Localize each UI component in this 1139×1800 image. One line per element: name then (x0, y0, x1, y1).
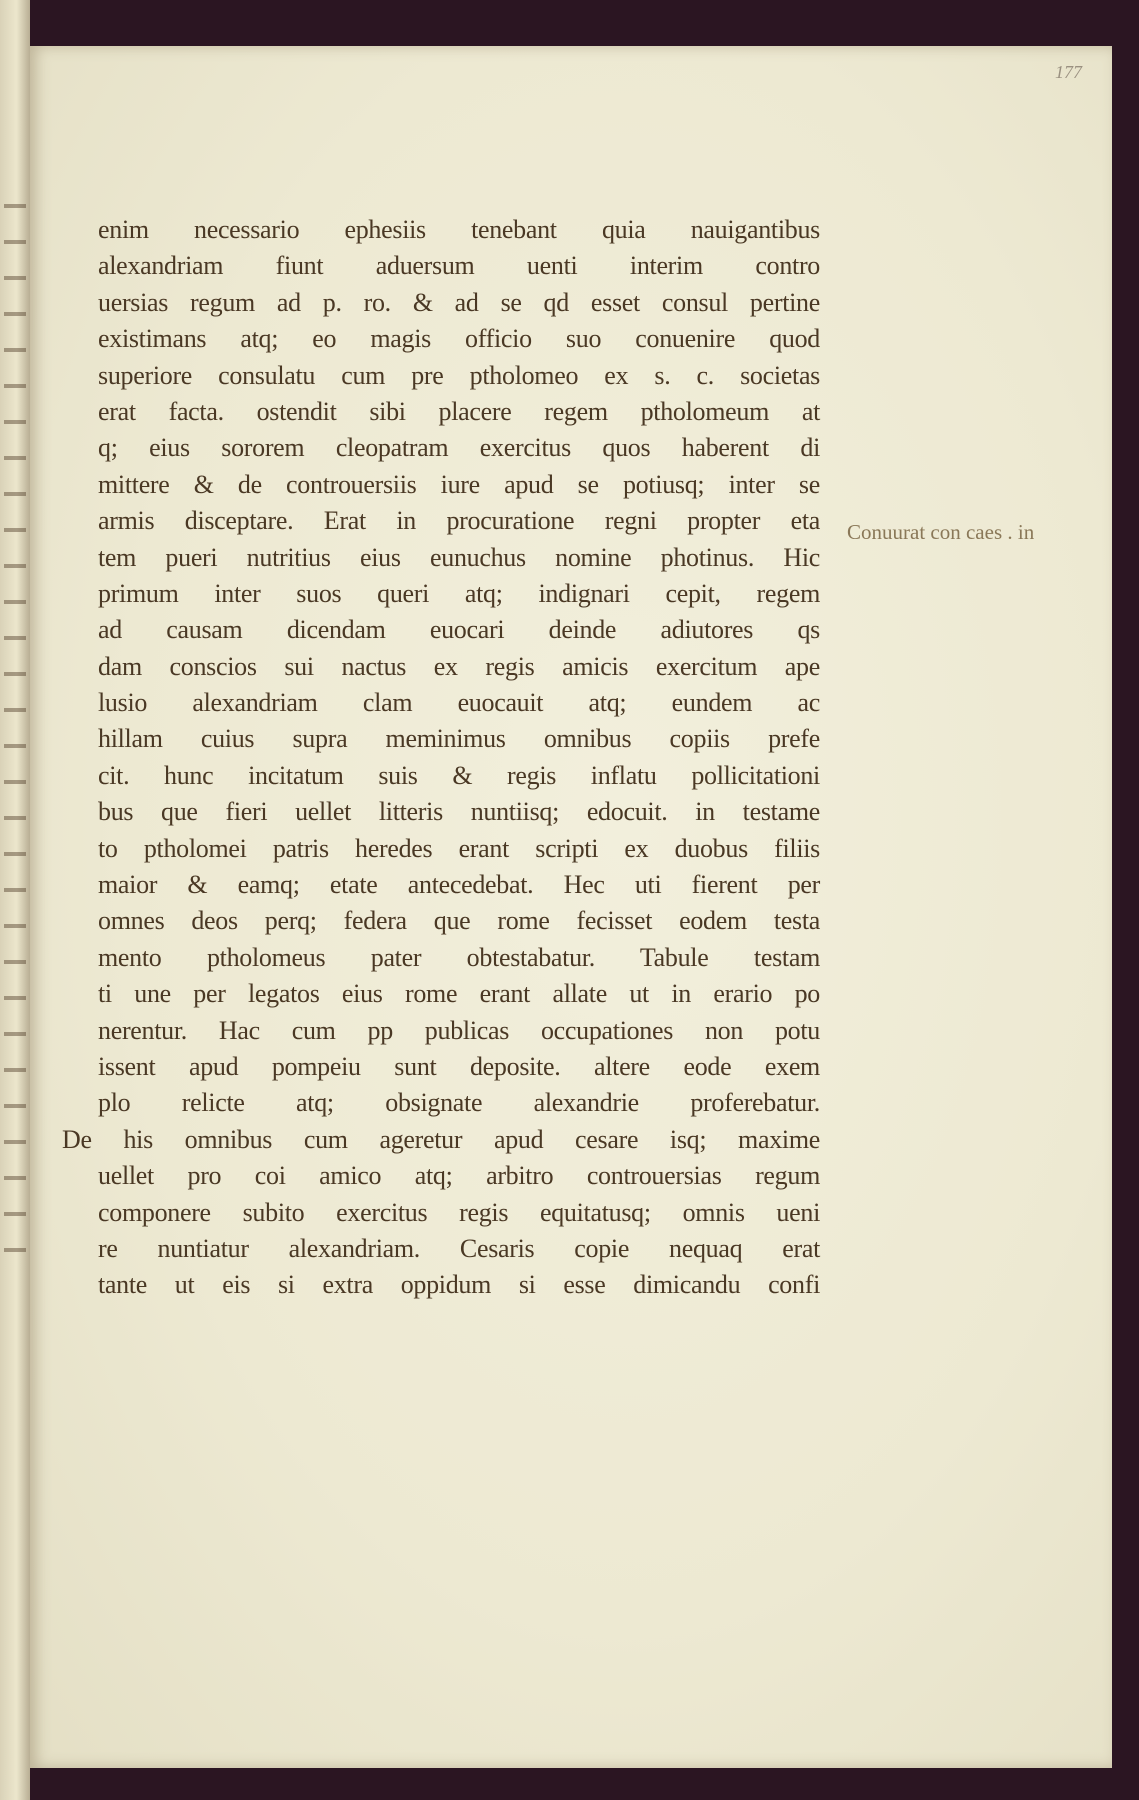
text-line: cit. hunc incitatum suis & regis inflatu pollicitationi (98, 760, 820, 790)
text-line: De his omnibus cum ageretur apud cesare isq; maxime (62, 1124, 820, 1154)
text-line: enim necessario ephesiis tenebant quia nauigantibus (98, 215, 820, 244)
text-line: mento ptholomeus pater obtestabatur. Tabule testam (98, 942, 820, 972)
text-line: uellet pro coi amico atq; arbitro controuersias regum (98, 1161, 820, 1191)
text-line: armis disceptare. Erat in procuratione regni propter eta (98, 506, 820, 536)
text-line: ad causam dicendam euocari deinde adiutores qs (98, 615, 820, 645)
text-line: dam conscios sui nactus ex regis amicis exercitum ape (98, 651, 820, 681)
text-line: plo relicte atq; obsignate alexandrie proferebatur. (98, 1088, 820, 1118)
text-line: maior & eamq; etate antecedebat. Hec uti fierent per (98, 870, 820, 900)
text-line: tante ut eis si extra oppidum si esse dimicandu confi (98, 1270, 820, 1300)
text-line: mittere & de controuersiis iure apud se potiusq; inter se (98, 469, 820, 499)
text-line: tem pueri nutritius eius eunuchus nomine photinus. Hic (98, 542, 820, 572)
folio-number: 177 (1055, 62, 1082, 82)
text-line: issent apud pompeiu sunt deposite. altere eode exem (98, 1051, 820, 1081)
text-line: hillam cuius supra meminimus omnibus copiis prefe (98, 724, 820, 754)
previous-page-text-fragments (4, 190, 26, 1270)
main-text-block (62, 212, 820, 1304)
text-line: re nuntiatur alexandriam. Cesaris copie nequaq erat (98, 1233, 820, 1263)
text-line: nerentur. Hac cum pp publicas occupationes non potu (98, 1015, 820, 1045)
previous-page-edge (0, 0, 30, 1800)
text-line: primum inter suos queri atq; indignari cepit, regem (98, 578, 820, 608)
text-line: erat facta. ostendit sibi placere regem ptholomeum at (98, 396, 820, 426)
text-line: to ptholomei patris heredes erant scripti ex duobus filiis (98, 833, 820, 863)
text-line: lusio alexandriam clam euocauit atq; eundem ac (98, 688, 820, 718)
text-line: ti une per legatos eius rome erant allate ut in erario po (98, 979, 820, 1009)
text-line: bus que fieri uellet litteris nuntiisq; edocuit. in testame (98, 797, 820, 827)
text-line: uersias regum ad p. ro. & ad se qd esset consul pertine (98, 287, 820, 317)
text-line: omnes deos perq; federa que rome fecisset eodem testa (98, 906, 820, 936)
text-line: alexandriam fiunt aduersum uenti interim contro (98, 251, 820, 281)
text-line: superiore consulatu cum pre ptholomeo ex s. c. societas (98, 360, 820, 390)
text-line: existimans atq; eo magis officio suo conuenire quod (98, 324, 820, 354)
text-line: componere subito exercitus regis equitatusq; omnis ueni (98, 1197, 820, 1227)
marginal-note: Conuurat con caes . in (847, 520, 1035, 544)
text-line: q; eius sororem cleopatram exercitus quos haberent di (98, 433, 820, 463)
